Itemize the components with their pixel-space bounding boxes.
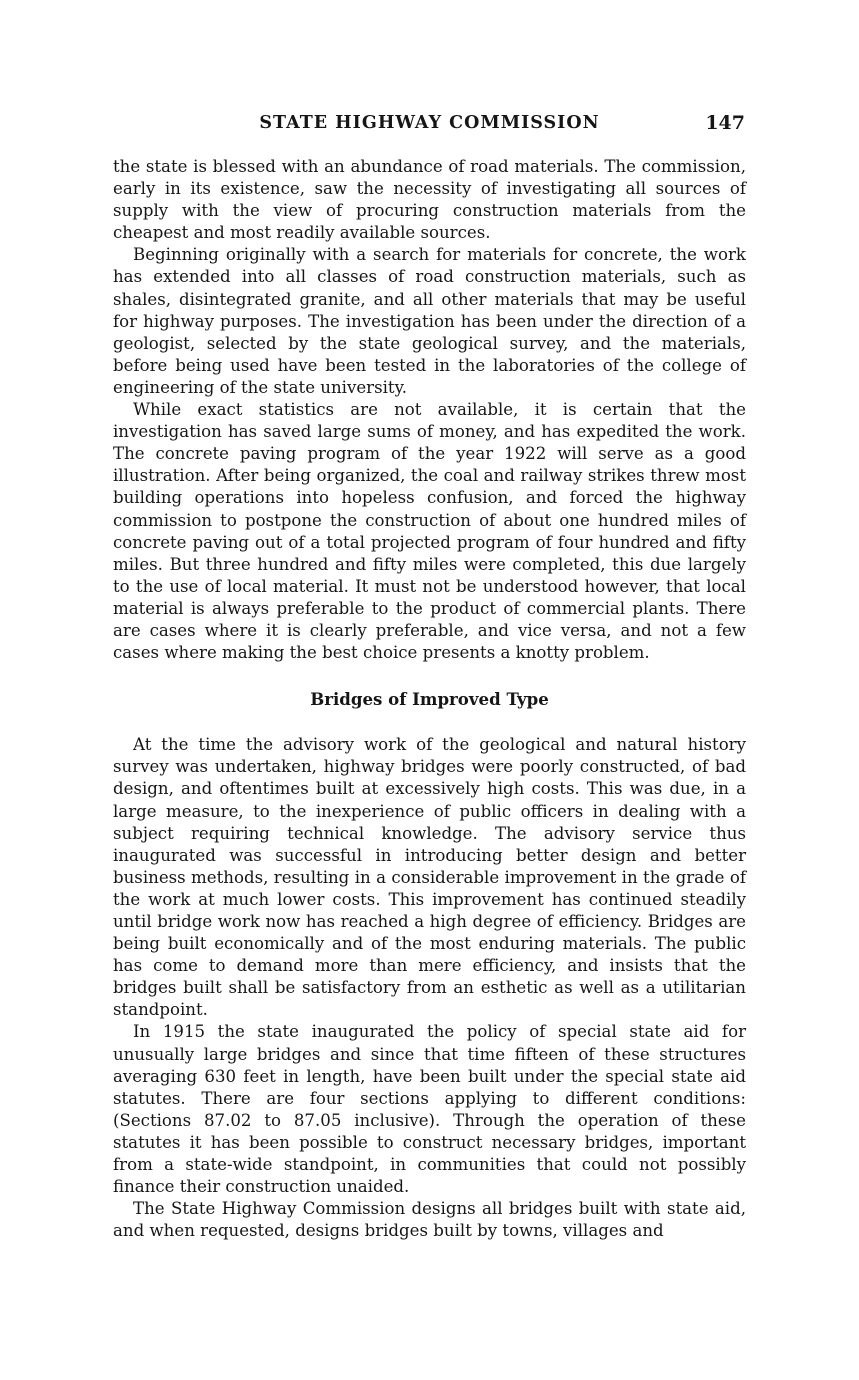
running-title: STATE HIGHWAY COMMISSION xyxy=(259,113,600,133)
running-header xyxy=(113,110,746,140)
document-page xyxy=(113,110,746,1242)
page-number: 147 xyxy=(705,112,745,134)
paragraph-continued: the state is blessed with an abundance of road materials. The commission, early in its existence, saw the necessity of investigating all sources of supply with the view of procuring construction materials from the cheapest and most readily available sources. xyxy=(113,157,746,243)
paragraph-bridge-design: The State Highway Commission designs all bridges built with state aid, and when requested, designs bridges built by towns, villages and xyxy=(113,1199,746,1241)
section-heading: Bridges of Improved Type xyxy=(310,689,549,710)
paragraph-advisory-work: At the time the advisory work of the geological and natural history survey was undertaken, highway bridges were poorly constructed, of bad design, and oftentimes built at excessively high costs. This was due, in a large measure, to the inexperience of public officers in dealing with a subject requiring technical knowledge. The advisory service thus inaugurated was successful in introducing better design and better business methods, resulting in a considerable improvement in the grade of the work at much lower costs. This improvement has continued steadily until bridge work now has reached a high degree of efficiency. Bridges are being built economically and of the most enduring materials. The public has come to demand more than mere efficiency, and insists that the bridges built shall be satisfactory from an esthetic as well as a utilitarian standpoint. xyxy=(113,735,746,1020)
paragraph-road-materials: Beginning originally with a search for materials for concrete, the work has extended into all classes of road construction materials, such as shales, disintegrated granite, and all other materials that may be useful for highway purposes. The investigation has been under the direction of a geologist, selected by the state geological survey, and the materials, before being used have been tested in the laboratories of the college of engineering of the state university. xyxy=(113,245,746,397)
paragraph-state-aid: In 1915 the state inaugurated the policy of special state aid for unusually large bridges and since that time fifteen of these structures averaging 630 feet in length, have been built under the special state aid statutes. There are four sections applying to different conditions: (Sections 87.02 to 87.05 inclusive). Through the operation of these statutes it has been possible to construct necessary bridges, important from a state-wide standpoint, in communities that could not possibly finance their construction unaided. xyxy=(113,1022,746,1197)
paragraph-statistics: While exact statistics are not available, it is certain that the investigation has saved large sums of money, and has expedited the work. The concrete paving program of the year 1922 will serve as a good illustration. After being organized, the coal and railway strikes threw most building operations into hopeless confusion, and forced the highway commission to postpone the construction of about one hundred miles of concrete paving out of a total projected program of four hundred and fifty miles. But three hundred and fifty miles were completed, this due largely to the use of local material. It must not be understood however, that local material is always preferable to the product of commercial plants. There are cases where it is clearly preferable, and vice versa, and not a few cases where making the best choice presents a knotty problem. xyxy=(113,400,746,663)
